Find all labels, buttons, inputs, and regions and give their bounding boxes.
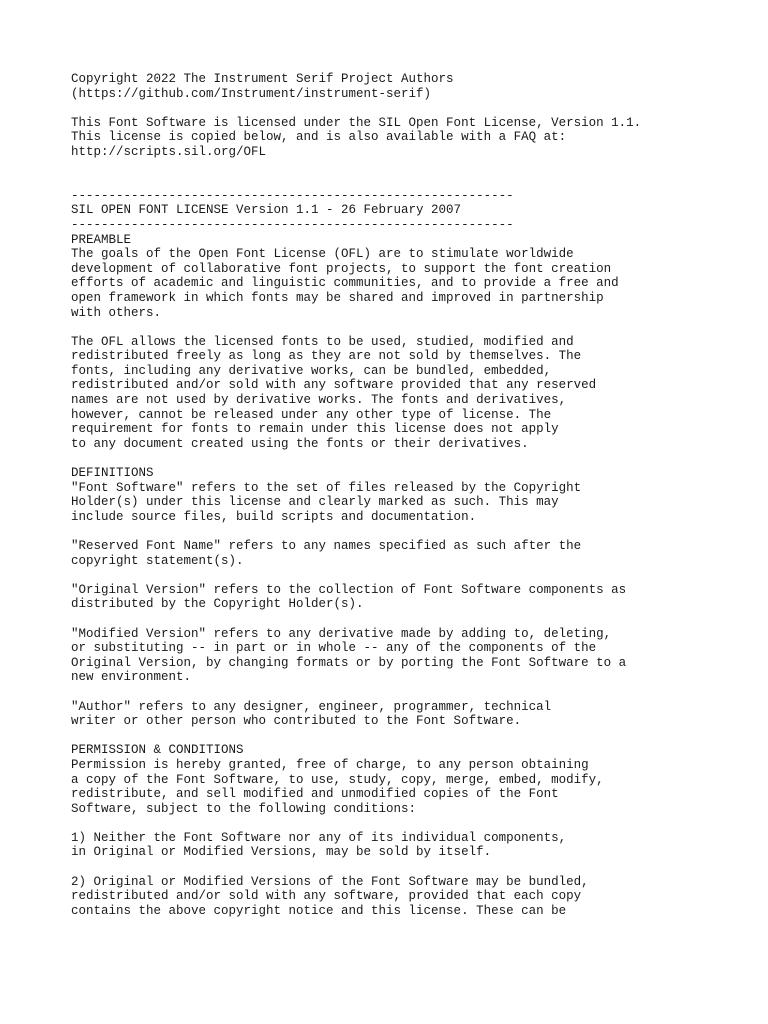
preamble-heading: PREAMBLE <box>71 232 132 247</box>
definition-author: "Author" refers to any designer, engineer, programmer, technical writer or other person who contributed to the Font Software. <box>71 699 552 729</box>
definition-reserved-font-name: "Reserved Font Name" refers to any names specified as such after the copyright statement(s). <box>71 539 582 568</box>
license-title: SIL OPEN FONT LICENSE Version 1.1 - 26 February 2007 <box>71 203 462 218</box>
permission-heading: PERMISSION & CONDITIONS <box>71 743 244 758</box>
definition-modified-version: "Modified Version" refers to any derivative made by adding to, deleting, or substituting -- in part or in whole -- any of the components of the Original Version, by changing formats or by porting the Font Software to a new environment. <box>71 626 627 685</box>
definitions-heading: DEFINITIONS <box>71 466 154 481</box>
definition-font-software: "Font Software" refers to the set of files released by the Copyright Holder(s) under this license and clearly marked as such. This may include source files, build scripts and documentation. <box>71 480 582 524</box>
title-rule-top: ----------------------------------------------------------- <box>71 188 514 203</box>
title-rule-bottom: ----------------------------------------------------------- <box>71 217 514 232</box>
copyright-notice: Copyright 2022 The Instrument Serif Project Authors (https://github.com/Instrument/instrument-serif) <box>71 72 454 101</box>
definition-original-version: "Original Version" refers to the collection of Font Software components as distributed by the Copyright Holder(s). <box>71 582 627 612</box>
condition-2: 2) Original or Modified Versions of the Font Software may be bundled, redistributed and/or sold with any software, provided that each copy contains the above copyright notice and this license. These can be <box>71 874 589 918</box>
license-document <box>71 72 751 933</box>
preamble-paragraph-2: The OFL allows the licensed fonts to be used, studied, modified and redistributed freely as long as they are not sold by themselves. The fonts, including any derivative works, can be bundled, embedded, redistributed and/or sold with any software provided that any reserved names are not used by derivative works. The fonts and derivatives, however, cannot be released under any other type of license. The requirement for fonts to remain under this license does not apply to any document created using the fonts or their derivatives. <box>71 334 597 451</box>
permission-paragraph: Permission is hereby granted, free of charge, to any person obtaining a copy of the Font Software, to use, study, copy, merge, embed, modify, redistribute, and sell modified and unmodified copies of the Font Software, subject to the following conditions: <box>71 757 604 816</box>
preamble-paragraph-1: The goals of the Open Font License (OFL) are to stimulate worldwide development of collaborative font projects, to support the font creation efforts of academic and linguistic communities, and to provide a free and open framework in which fonts may be shared and improved in partnership with others. <box>71 247 619 320</box>
condition-1: 1) Neither the Font Software nor any of its individual components, in Original or Modified Versions, may be sold by itself. <box>71 830 567 860</box>
license-intro: This Font Software is licensed under the SIL Open Font License, Version 1.1. This license is copied below, and is also available with a FAQ at: http://scripts.sil.org/OFL <box>71 115 642 159</box>
